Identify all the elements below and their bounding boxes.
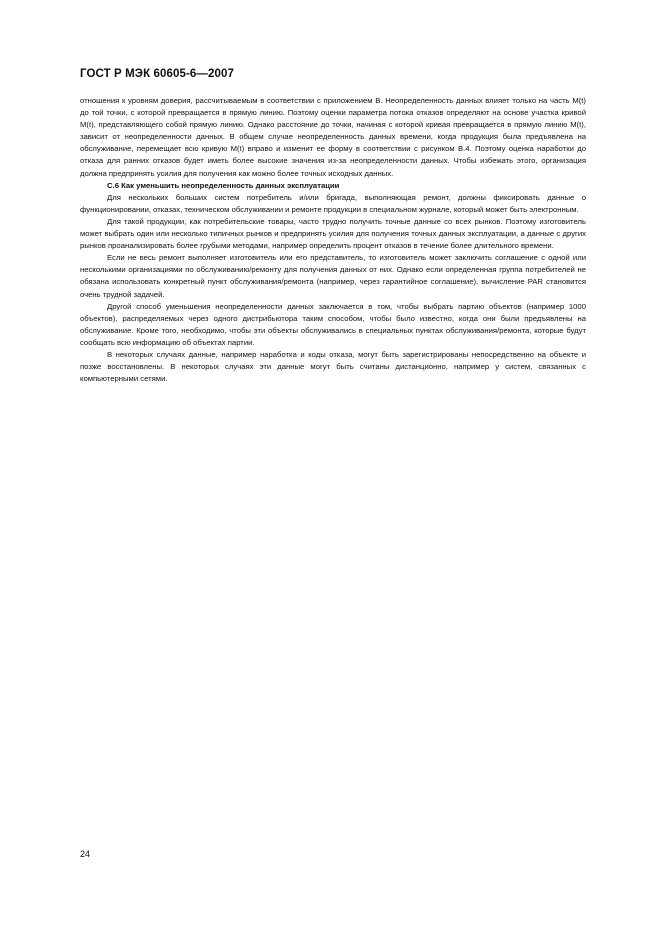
paragraph-intro: отношения к уровням доверия, рассчитываемым в соответствии с приложением В. Неопределенность данных влияет только на часть M(t) до той точки, с которой превращается в прямую линию. Поэтому оценки параметра потока отказов определяют на основе участка кривой M(t), представляющего собой прямую линию. Однако расстояние до точки, начиная с которой кривая превращается в прямую линию M(t), зависит от неопределенности данных. В общем случае неопределенность данных времени, когда продукция была предъявлена на обслуживание, перемещает всю кривую M(t) вправо и изменит ее форму в соответствии с рисунком В.4. Поэтому оценка наработки до отказа для ранних отказов будет иметь более высокие значения из-за неопределенности данных. Чтобы избежать этого, организация должна предпринять усилия для получения как можно более точных исходных данных. xyxy=(80,96,586,178)
document-body xyxy=(80,95,586,385)
section-title-c6: С.6 Как уменьшить неопределенность данных эксплуатации xyxy=(107,180,340,190)
paragraph-journal: Для нескольких больших систем потребитель и/или бригада, выполняющая ремонт, должны фиксировать данные о функционировании, отказах, техническом обслуживании и ремонте продукции в специальном журнале, который может быть электронным. xyxy=(80,192,586,214)
page-number: 24 xyxy=(80,849,91,859)
document-header: ГОСТ Р МЭК 60605-6—2007 xyxy=(80,68,234,80)
paragraph-remote-data: В некоторых случаях данные, например наработка и коды отказа, могут быть зарегистрированы непосредственно на объекте и позже восстановлены. В некоторых случаях эти данные могут быть считаны дистанционно, например у систем, связанных с компьютерными сетями. xyxy=(80,349,586,384)
paragraph-consumer-goods: Для такой продукции, как потребительские товары, часто трудно получить точные данные со всех рынков. Поэтому изготовитель может выбрать один или несколько типичных рынков и предпринять усилия для получения точных данных эксплуатации, а данные с других рынков проанализировать более грубыми методами, например определить процент отказов в течение более длительного времени. xyxy=(80,216,586,251)
paragraph-repair-agreement: Если не весь ремонт выполняет изготовитель или его представитель, то изготовитель может заключить соглашение с одной или несколькими организациями по обслуживанию/ремонту для получения данных от них. Однако если определенная группа потребителей не обязана использовать конкретный пункт обслуживания/ремонта (например, через гарантийное соглашение), вычисление PAR становится очень трудной задачей. xyxy=(80,253,586,299)
paragraph-batch-method: Другой способ уменьшения неопределенности данных заключается в том, чтобы выбрать партию объектов (например 1000 объектов), распределяемых через одного дистрибьютора таким способом, чтобы было известно, когда они были предъявлены на обслуживание. Кроме того, необходимо, чтобы эти объекты обслуживались в специальных пунктах обслуживания/ремонта, которые будут сообщать всю информацию об объектах партии. xyxy=(80,301,586,347)
